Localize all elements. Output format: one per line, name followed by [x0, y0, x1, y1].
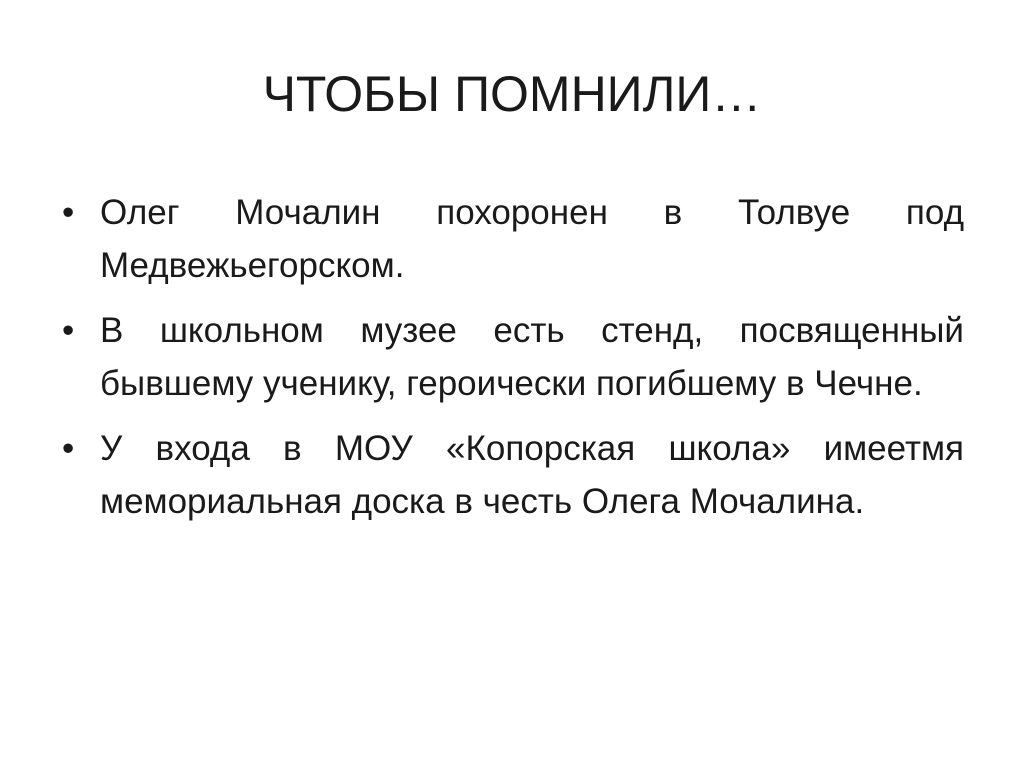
slide-title: ЧТОБЫ ПОМНИЛИ… — [262, 66, 762, 122]
bullet-dot-icon: • — [62, 429, 75, 468]
bullet-dot-icon: • — [62, 193, 75, 232]
bullet-item — [60, 186, 964, 292]
bullet-item — [60, 304, 964, 410]
bullet-text: В школьном музее есть стенд, посвященный бывшему ученику, героически погибшему в Чечне. — [100, 311, 964, 403]
bullet-text: У входа в МОУ «Копорская школа» имеетмя мемориальная доска в честь Олега Мочалина. — [100, 429, 964, 521]
bullet-list — [60, 186, 964, 540]
bullet-text: Олег Мочалин похоронен в Толвуе под Медвежьегорском. — [100, 193, 964, 285]
bullet-dot-icon: • — [62, 311, 75, 350]
bullet-item — [60, 422, 964, 528]
